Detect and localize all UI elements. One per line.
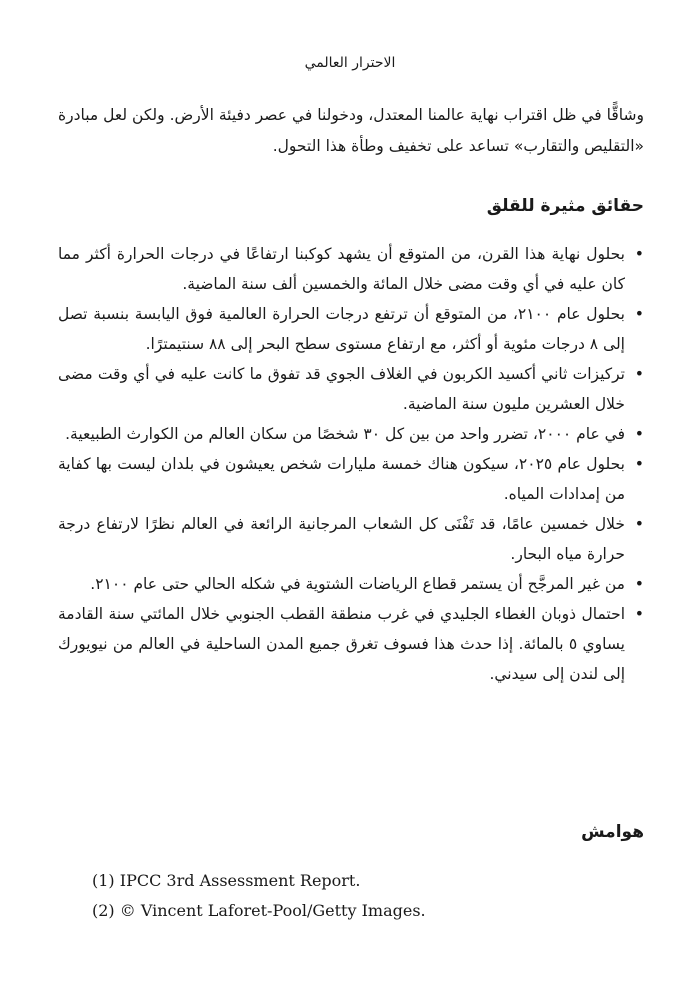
footnote-item: (2) © Vincent Laforet-Pool/Getty Images. [92,901,426,920]
facts-heading: حقائق مثيرة للقلق [486,196,644,216]
fact-item: • بحلول نهاية هذا القرن، من المتوقع أن يشهد كوكبنا ارتفاعًا في درجات الحرارة أكثر مما كان عليه في أي وقت مضى خلال المائة والخمسين ألف سنة الماضية. [58,239,644,299]
fact-item: • بحلول عام ٢٠٢٥، سيكون هناك خمسة مليارات شخص يعيشون في بلدان ليست بها كفاية من إمدادات المياه. [58,449,644,509]
fact-item: • بحلول عام ٢١٠٠، من المتوقع أن ترتفع درجات الحرارة العالمية فوق اليابسة بنسبة تصل إلى ٨ درجات مئوية أو أكثر، مع ارتفاع مستوى سطح البحر إلى ٨٨ سنتيمترًا. [58,299,644,359]
running-header: الاحترار العالمي [304,55,396,71]
fact-item: • في عام ٢٠٠٠، تضرر واحد من بين كل ٣٠ شخصًا من سكان العالم من الكوارث الطبيعية. [58,419,644,449]
footnotes-list [92,866,642,926]
footnotes-heading: هوامش [581,822,644,842]
fact-item: • من غير المرجَّح أن يستمر قطاع الرياضات الشتوية في شكله الحالي حتى عام ٢١٠٠. [58,569,644,599]
fact-item: • تركيزات ثاني أكسيد الكربون في الغلاف الجوي قد تفوق ما كانت عليه في أي وقت مضى خلال العشرين مليون سنة الماضية. [58,359,644,419]
fact-item: • احتمال ذوبان الغطاء الجليدي في غرب منطقة القطب الجنوبي خلال المائتي سنة القادمة يساوي ٥ بالمائة. إذا حدث هذا فسوف تغرق جميع المدن الساحلية في العالم من نيويورك إلى لندن إلى سيدني. [58,599,644,689]
footnote-item: (1) IPCC 3rd Assessment Report. [92,871,361,890]
fact-item: • خلال خمسين عامًا، قد تَفْنَى كل الشعاب المرجانية الرائعة في العالم نظرًا لارتفاع درجة حرارة مياه البحار. [58,509,644,569]
facts-list [58,239,644,689]
intro-paragraph: وشاقًّا في ظل اقتراب نهاية عالمنا المعتدل، ودخولنا في عصر دفيئة الأرض. ولكن لعل مبادرة «التقليص والتقارب» تساعد على تخفيف وطأة هذا التحول. [58,106,644,155]
